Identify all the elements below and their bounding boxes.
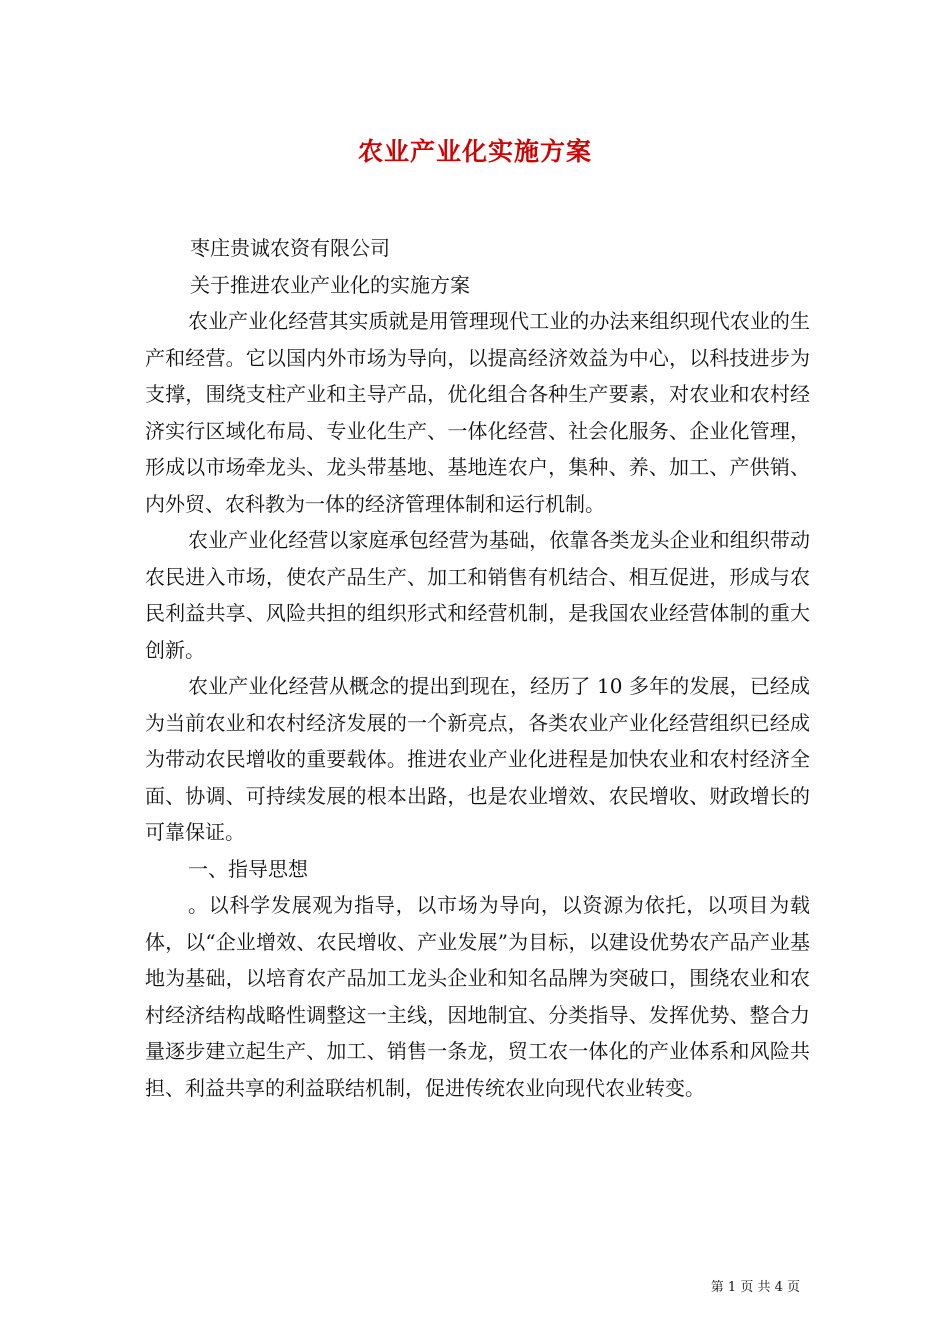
paragraph-2: 农业产业化经营以家庭承包经营为基础，依靠各类龙头企业和组织带动农民进入市场，使农产品生产、加工和销售有机结合、相互促进，形成与农民利益共享、风险共担的组织形式和经营机制，是我国农业经营体制的重大创新。 (145, 528, 810, 662)
document-body (145, 230, 810, 1106)
paragraph-3: 农业产业化经营从概念的提出到现在，经历了 10 多年的发展，已经成为当前农业和农村经济发展的一个新亮点，各类农业产业化经营组织已经成为带动农民增收的重要载体。推进农业产业化进程是加快农业和农村经济全面、协调、可持续发展的根本出路，也是农业增效、农民增收、财政增长的可靠保证。 (145, 674, 810, 844)
section-heading: 一、指导思想 (188, 856, 308, 881)
document-title: 农业产业化实施方案 (357, 137, 592, 166)
page-number-label: 第 1 页 共 4 页 (710, 1280, 800, 1295)
paragraph-1: 农业产业化经营其实质就是用管理现代工业的办法来组织现代农业的生产和经营。它以国内外市场为导向，以提高经济效益为中心，以科技进步为支撑，围绕支柱产业和主导产品，优化组合各种生产要素，对农业和农村经济实行区域化布局、专业化生产、一体化经营、社会化服务、企业化管理，形成以市场牵龙头、龙头带基地、基地连农户，集种、养、加工、产供销、内外贸、农科教为一体的经济管理体制和运行机制。 (145, 309, 810, 516)
page-number (711, 1276, 800, 1295)
company-name: 枣庄贵诚农资有限公司 (190, 236, 390, 260)
document-subtitle: 关于推进农业产业化的实施方案 (190, 272, 470, 297)
section-paragraph: 。以科学发展观为指导，以市场为导向，以资源为依托，以项目为载体，以“企业增效、农民增收、产业发展”为目标，以建设优势农产品产业基地为基础，以培育农产品加工龙头企业和知名品牌为突破口，围绕农业和农村经济结构战略性调整这一主线，因地制宜、分类指导、发挥优势、整合力量逐步建立起生产、加工、销售一条龙，贸工农一体化的产业体系和风险共担、利益共享的利益联结机制，促进传统农业向现代农业转变。 (145, 893, 810, 1100)
